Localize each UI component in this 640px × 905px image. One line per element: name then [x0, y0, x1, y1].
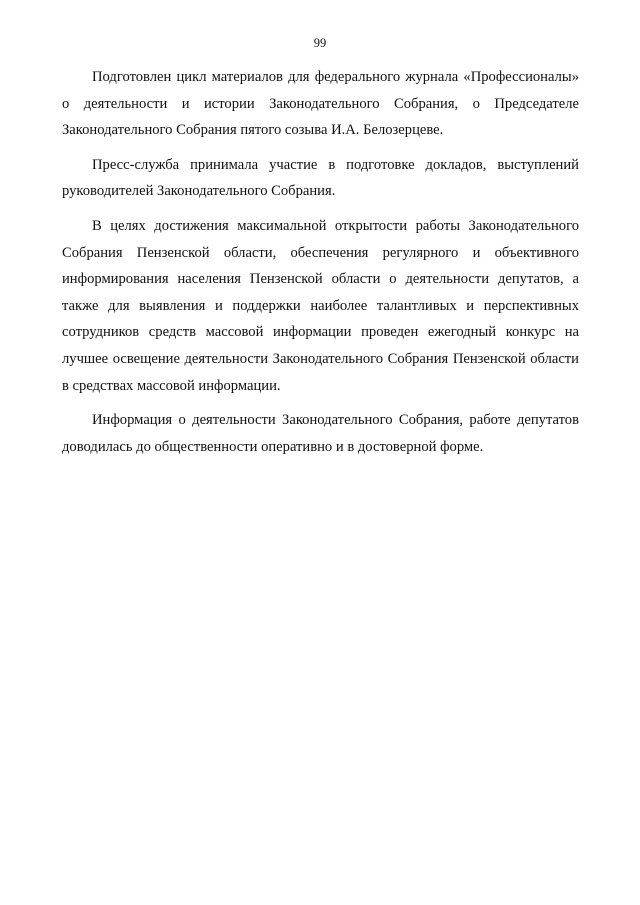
paragraph-media-contest: В целях достижения максимальной открытости работы Законодательного Собрания Пензенской области, обеспечения регулярного и объективного информирования населения Пензенской области о деятельности депутатов, а также для выявления и поддержки наиболее талантливых и перспективных сотрудников средств массовой информации проведен ежегодный конкурс на лучшее освещение деятельности Законодательного Собрания Пензенской области в средствах массовой информации.: [62, 217, 579, 394]
paragraph-public-information: Информация о деятельности Законодательного Собрания, работе депутатов доводилась до общественности оперативно и в достоверной форме.: [62, 412, 579, 455]
paragraph-press-service: Пресс-служба принимала участие в подготовке докладов, выступлений руководителей Законодательного Собрания.: [62, 156, 579, 200]
document-body: [62, 64, 579, 468]
page-number: 99: [313, 36, 327, 50]
paragraph-publications: Подготовлен цикл материалов для федерального журнала «Профессионалы» о деятельности и истории Законодательного Собрания, о Председателе Законодательного Собрания пятого созыва И.А. Белозерцеве.: [62, 69, 579, 139]
